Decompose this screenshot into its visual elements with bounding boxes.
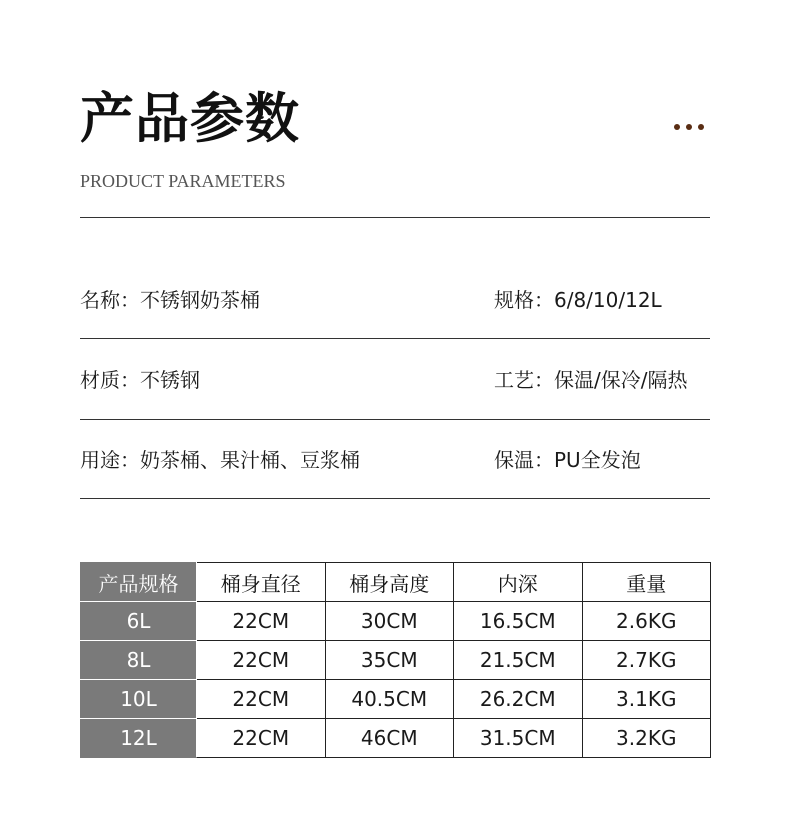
table-cell: 46CM (325, 719, 454, 758)
table-cell: 21.5CM (454, 641, 583, 680)
decorative-dots (674, 124, 704, 132)
param-row (80, 440, 710, 480)
param-spec: 规格：6/8/10/12L (494, 288, 662, 312)
table-row-label: 10L (81, 680, 197, 719)
table-header-cell: 内深 (454, 563, 583, 602)
page-subtitle: PRODUCT PARAMETERS (80, 171, 286, 191)
table-row (81, 680, 711, 719)
table-row (81, 602, 711, 641)
table-cell: 2.7KG (582, 641, 711, 680)
dot-icon (686, 124, 692, 130)
table-cell: 40.5CM (325, 680, 454, 719)
row-divider (80, 338, 710, 339)
dot-icon (698, 124, 704, 130)
param-craft: 工艺：保温/保冷/隔热 (494, 368, 688, 392)
table-cell: 22CM (197, 641, 326, 680)
spec-table (80, 562, 711, 758)
table-cell: 22CM (197, 602, 326, 641)
table-row-label: 6L (81, 602, 197, 641)
param-usage: 用途：奶茶桶、果汁桶、豆浆桶 (80, 448, 360, 472)
table-cell: 35CM (325, 641, 454, 680)
table-cell: 16.5CM (454, 602, 583, 641)
table-row-label: 12L (81, 719, 197, 758)
table-cell: 3.1KG (582, 680, 711, 719)
param-insulation: 保温：PU全发泡 (494, 448, 641, 472)
table-cell: 22CM (197, 719, 326, 758)
table-header-row (81, 563, 711, 602)
table-header-cell: 产品规格 (81, 563, 197, 602)
param-row (80, 360, 710, 400)
table-header-cell: 重量 (582, 563, 711, 602)
header-divider (80, 217, 710, 218)
table-cell: 26.2CM (454, 680, 583, 719)
table-row (81, 719, 711, 758)
row-divider (80, 498, 710, 499)
table-row-label: 8L (81, 641, 197, 680)
table-header-cell: 桶身直径 (197, 563, 326, 602)
table-header-cell: 桶身高度 (325, 563, 454, 602)
table-cell: 22CM (197, 680, 326, 719)
table-cell: 30CM (325, 602, 454, 641)
param-name: 名称：不锈钢奶茶桶 (80, 288, 260, 312)
dot-icon (674, 124, 680, 130)
row-divider (80, 419, 710, 420)
table-cell: 31.5CM (454, 719, 583, 758)
param-material: 材质：不锈钢 (80, 368, 200, 392)
table-row (81, 641, 711, 680)
table-cell: 3.2KG (582, 719, 711, 758)
table-cell: 2.6KG (582, 602, 711, 641)
param-row (80, 280, 710, 320)
page-title: 产品参数 (80, 87, 300, 150)
